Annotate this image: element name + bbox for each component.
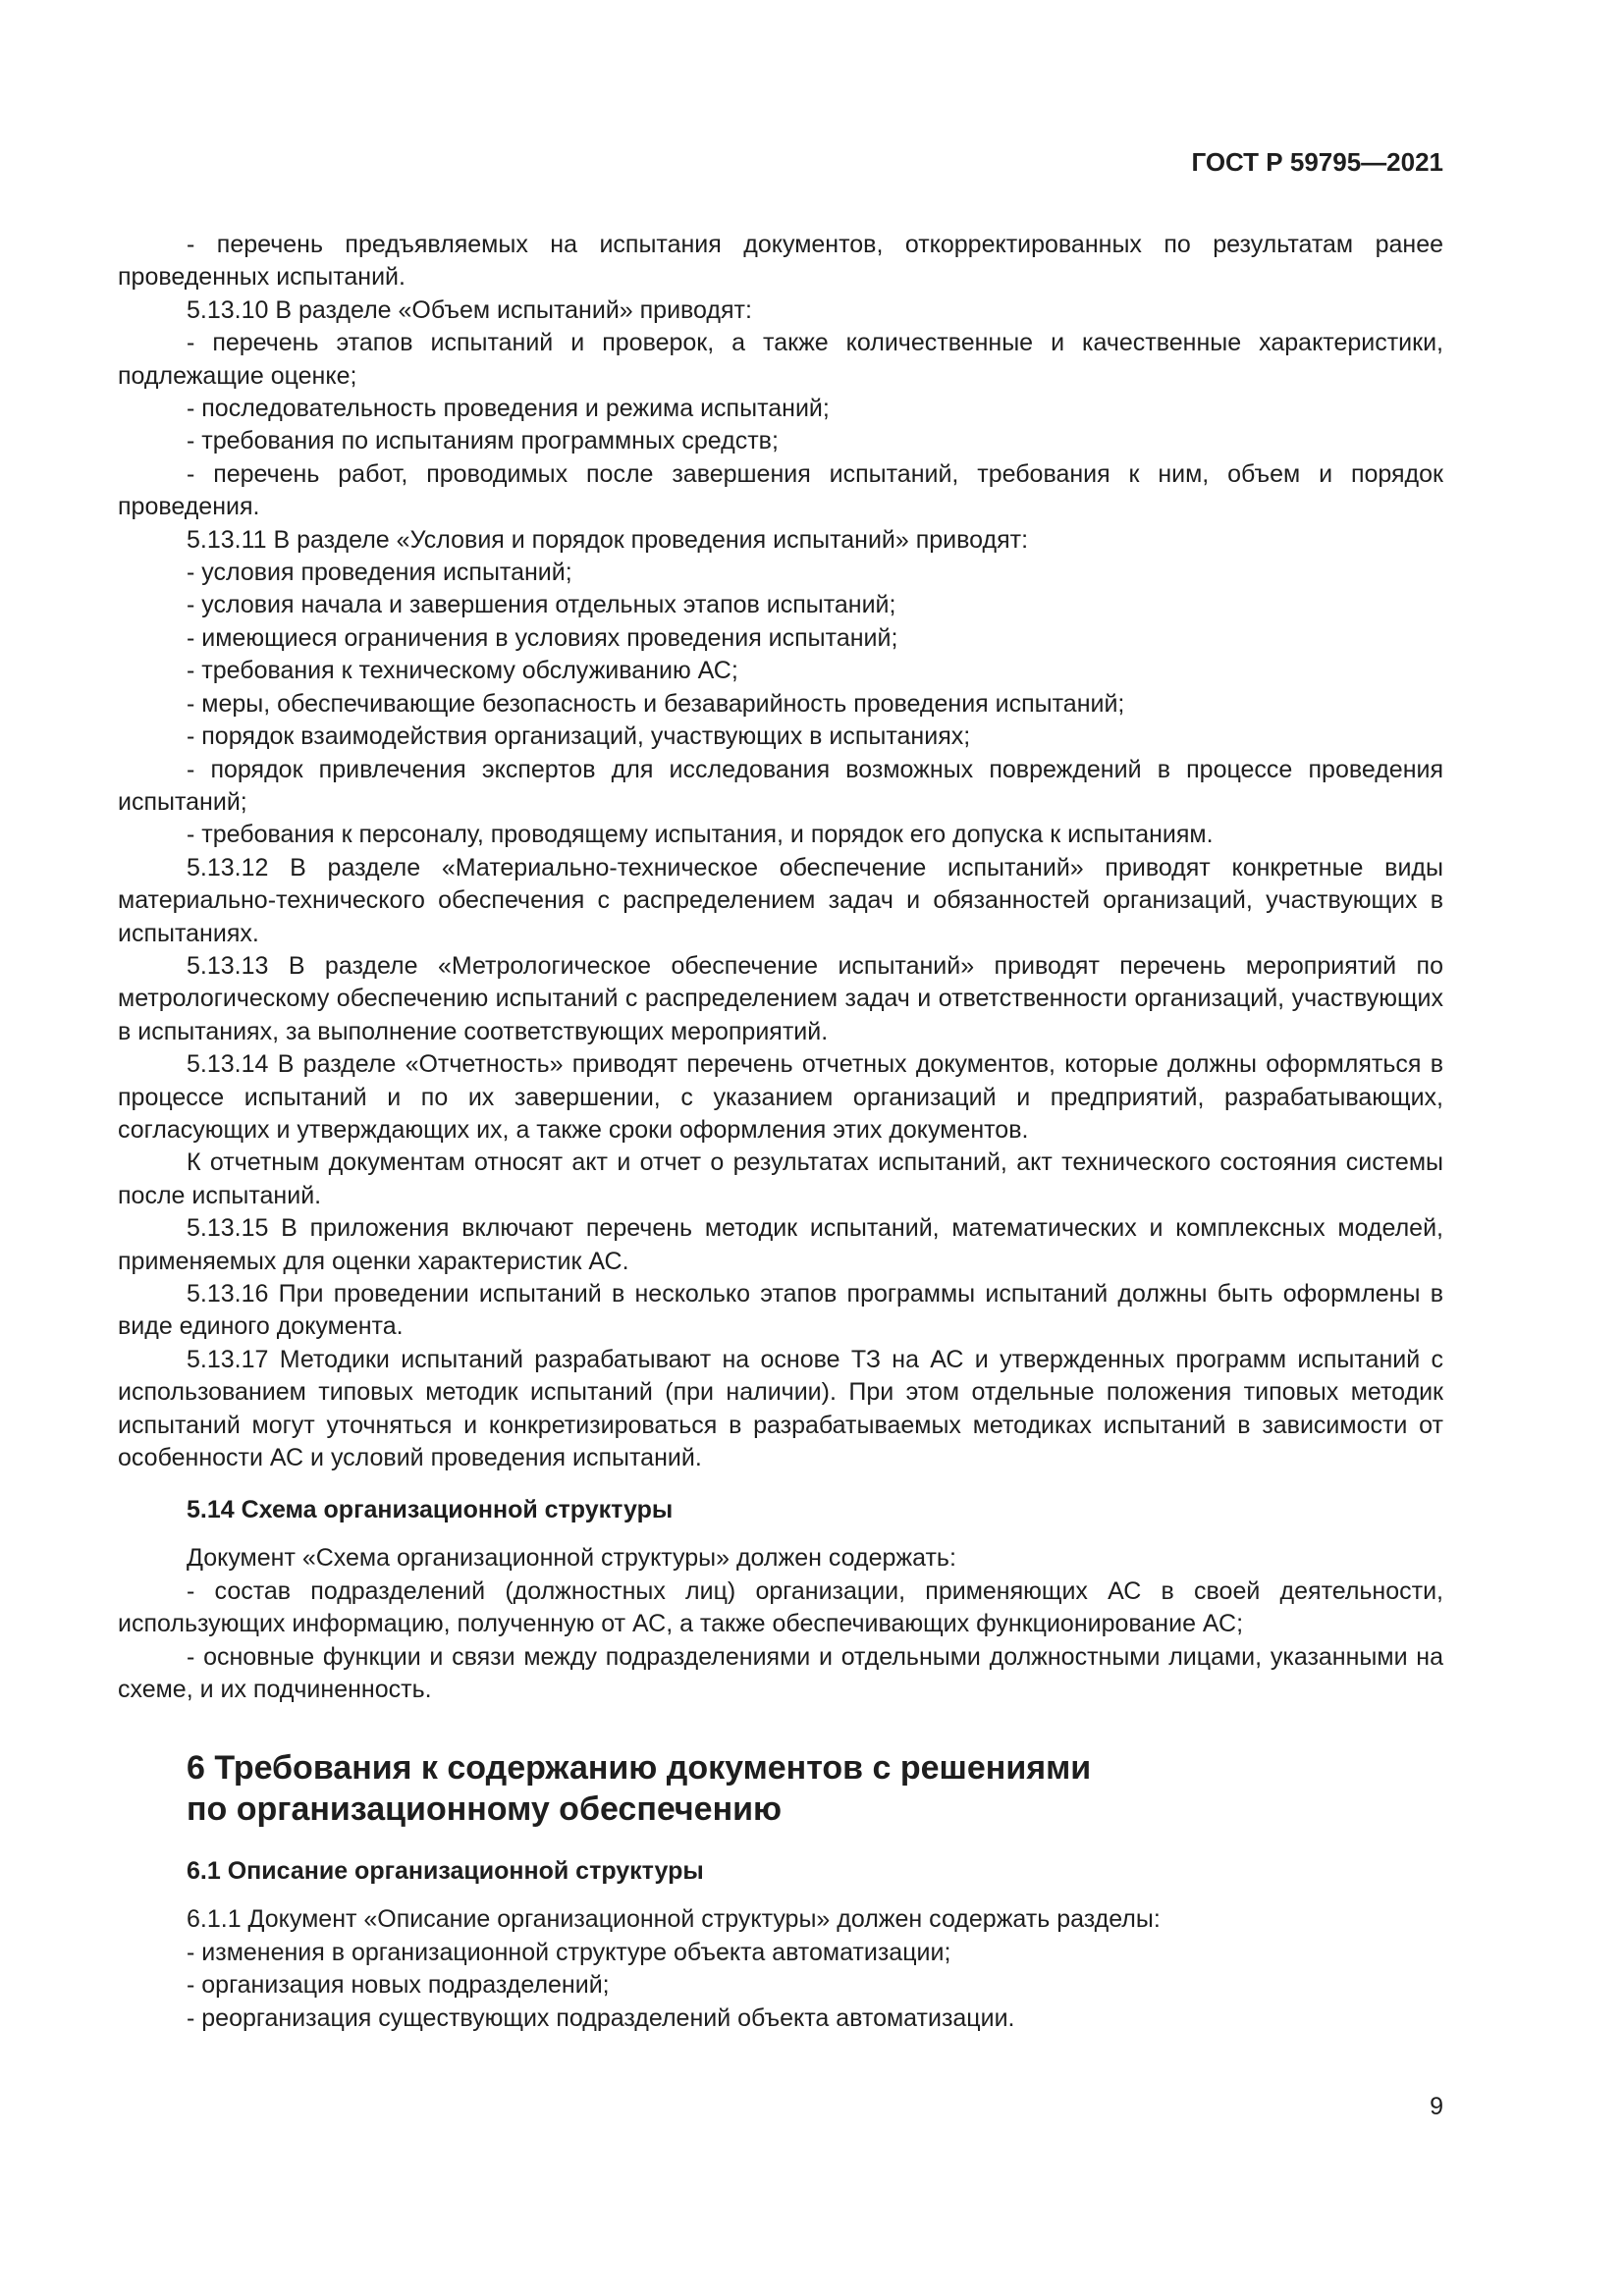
paragraph: - последовательность проведения и режима испытаний;: [187, 395, 830, 423]
paragraph: - состав подразделений (должностных лиц) организации, применяющих АС в своей деятельности, использующих информацию, полученную от АС, а также обеспечивающих функционирование АС;: [118, 1576, 1443, 1638]
paragraph: - организация новых подразделений;: [187, 1971, 610, 2000]
paragraph: К отчетным документам относят акт и отчет о результатах испытаний, акт технического состояния системы после испытаний.: [118, 1148, 1443, 1209]
paragraph: 5.13.10 В разделе «Объем испытаний» приводят:: [187, 295, 752, 324]
section-5-14-text: [118, 1542, 1443, 1706]
paragraph: - реорганизация существующих подразделений объекта автоматизации.: [187, 2003, 1015, 2032]
section-5-13-text: [118, 229, 1443, 1474]
paragraph: - требования по испытаниям программных средств;: [187, 427, 779, 455]
paragraph: - перечень этапов испытаний и проверок, а также количественные и качественные характеристики, подлежащие оценке;: [118, 329, 1443, 390]
paragraph: - порядок взаимодействия организаций, участвующих в испытаниях;: [187, 722, 971, 751]
paragraph: - порядок привлечения экспертов для исследования возможных повреждений в процессе проведения испытаний;: [118, 755, 1443, 816]
paragraph: 5.13.17 Методики испытаний разрабатывают на основе ТЗ на АС и утвержденных программ испытаний с использованием типовых методик испытаний (при наличии). При этом отдельные положения типовых методик испытаний могут уточняться и конкретизироваться в разрабатываемых методиках испытаний в зависимости от особенности АС и условий проведения испытаний.: [118, 1345, 1443, 1472]
document-code: ГОСТ Р 59795—2021: [1191, 147, 1443, 177]
paragraph: - перечень предъявляемых на испытания документов, откорректированных по результатам ранее проведенных испытаний.: [118, 231, 1443, 292]
heading-section-6-line1: 6 Требования к содержанию документов с решениями: [187, 1749, 1092, 1788]
paragraph: - перечень работ, проводимых после завершения испытаний, требования к ним, объем и порядок проведения.: [118, 459, 1443, 521]
paragraph: - основные функции и связи между подразделениями и отдельными должностными лицами, указанными на схеме, и их подчиненность.: [118, 1642, 1443, 1704]
paragraph: 5.13.11 В разделе «Условия и порядок проведения испытаний» приводят:: [187, 525, 1029, 554]
paragraph: 6.1.1 Документ «Описание организационной структуры» должен содержать разделы:: [187, 1905, 1161, 1934]
page-number: 9: [1430, 2093, 1443, 2120]
paragraph: 5.13.12 В разделе «Материально-техническое обеспечение испытаний» приводят конкретные виды материально-технического обеспечения с распределением задач и обязанностей организаций, участвующих в испытаниях.: [118, 853, 1443, 947]
paragraph: Документ «Схема организационной структуры» должен содержать:: [187, 1544, 956, 1573]
paragraph: 5.13.15 В приложения включают перечень методик испытаний, математических и комплексных моделей, применяемых для оценки характеристик АС.: [118, 1214, 1443, 1275]
paragraph: - меры, обеспечивающие безопасность и безаварийность проведения испытаний;: [187, 689, 1125, 718]
section-6-1-text: [118, 1903, 1443, 2035]
paragraph: - требования к техническому обслуживанию АС;: [187, 657, 738, 685]
paragraph: - условия начала и завершения отдельных этапов испытаний;: [187, 591, 896, 619]
page-content: [118, 229, 1443, 2035]
paragraph: - условия проведения испытаний;: [187, 559, 572, 587]
paragraph: 5.13.13 В разделе «Метрологическое обеспечение испытаний» приводят перечень мероприятий по метрологическому обеспечению испытаний с распределением задач и ответственности организаций, участвующих в испытаниях, за выполнение соответствующих мероприятий.: [118, 951, 1443, 1045]
paragraph: 5.13.16 При проведении испытаний в несколько этапов программы испытаний должны быть оформлены в виде единого документа.: [118, 1280, 1443, 1341]
paragraph: 5.13.14 В разделе «Отчетность» приводят перечень отчетных документов, которые должны оформляться в процессе испытаний и по их завершении, с указанием организаций и предприятий, разрабатывающих, согласующих и утверждающих их, а также сроки оформления этих документов.: [118, 1050, 1443, 1144]
paragraph: - имеющиеся ограничения в условиях проведения испытаний;: [187, 623, 898, 652]
heading-section-6-line2: по организационному обеспечению: [187, 1790, 783, 1829]
heading-5-14: 5.14 Схема организационной структуры: [187, 1496, 674, 1524]
paragraph: - требования к персоналу, проводящему испытания, и порядок его допуска к испытаниям.: [187, 821, 1214, 849]
heading-6-1: 6.1 Описание организационной структуры: [187, 1857, 704, 1886]
heading-section-6: [187, 1747, 1443, 1830]
paragraph: - изменения в организационной структуре объекта автоматизации;: [187, 1938, 951, 1966]
